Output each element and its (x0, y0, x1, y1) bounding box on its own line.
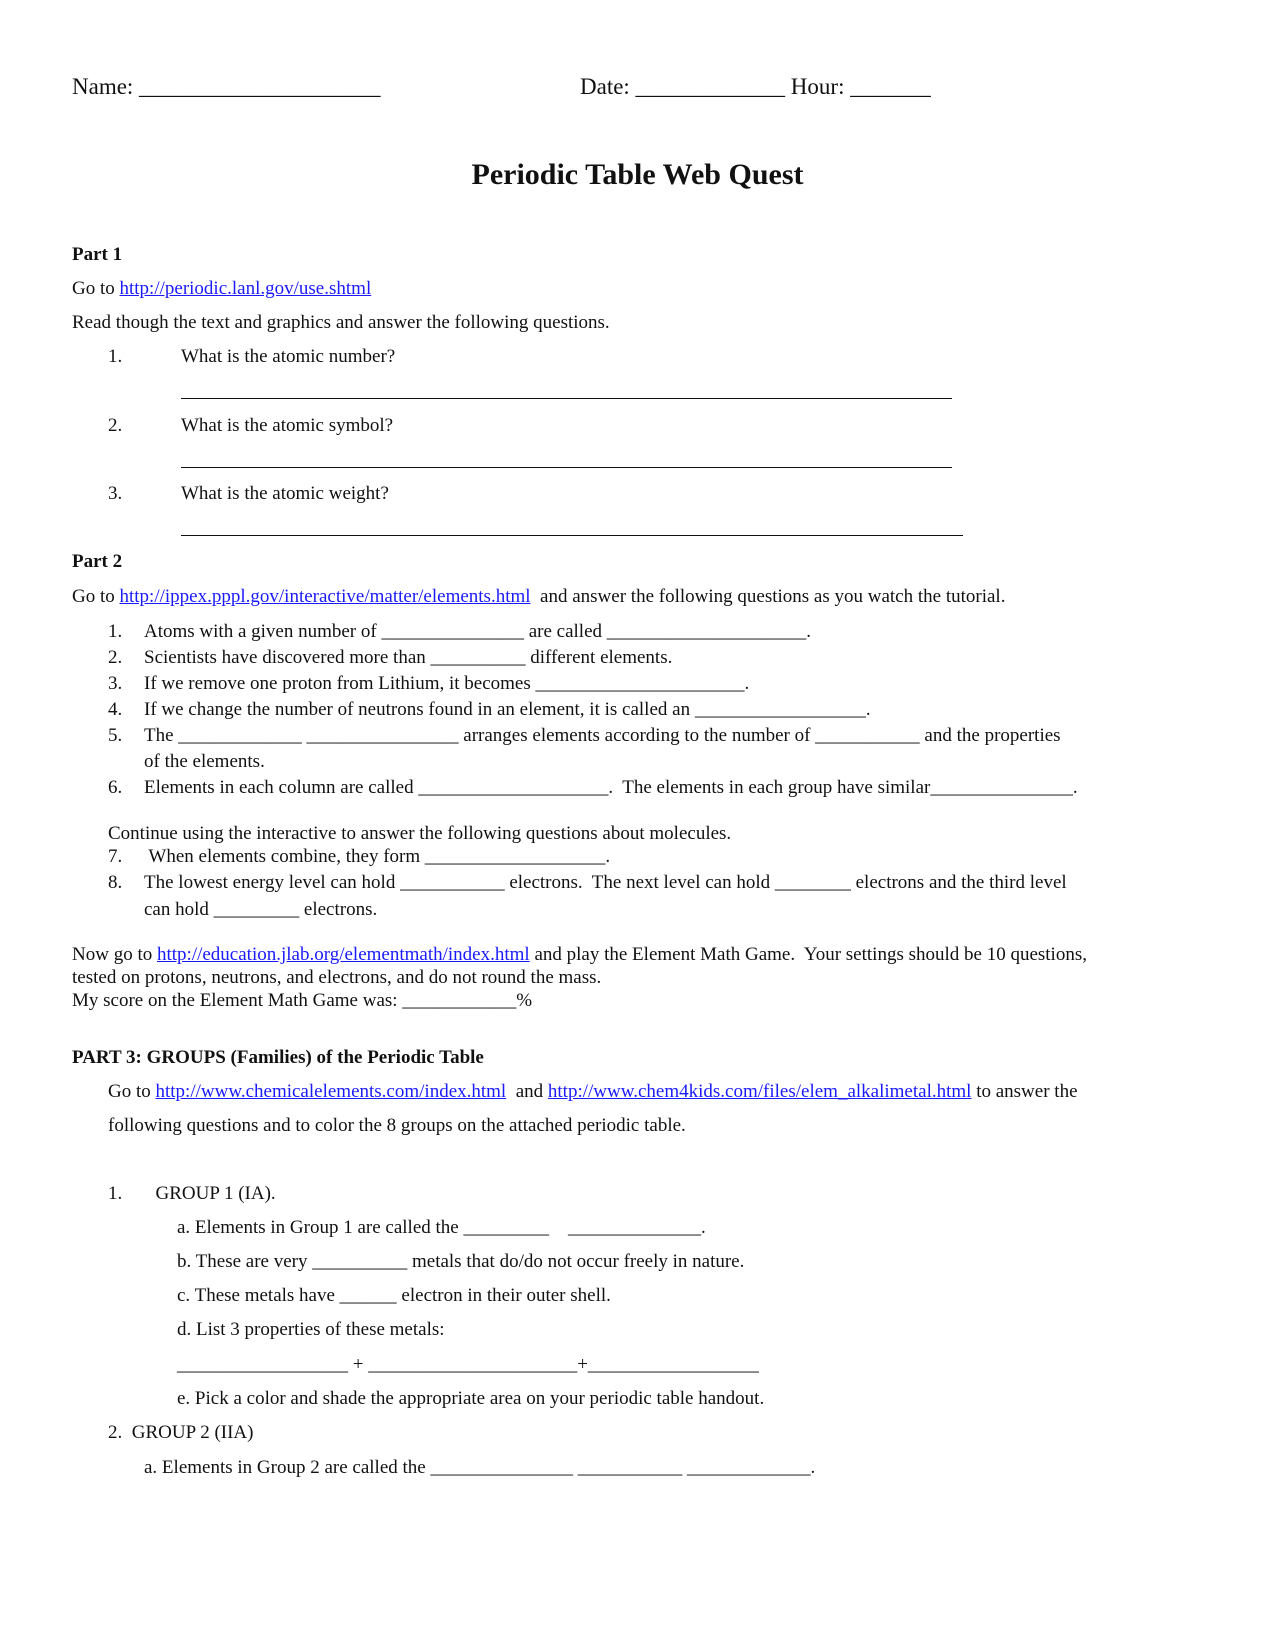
part1-q1-text: What is the atomic number? (181, 346, 396, 367)
element-math-instructions (72, 945, 1087, 964)
part2-link[interactable]: http://ippex.pppl.gov/interactive/matter/elements.html (119, 586, 531, 607)
part2-q8-continuation: can hold _________ electrons. (144, 899, 378, 920)
part2-q6-text: Elements in each column are called ____________________. The elements in each group have similar_______________. (144, 777, 1078, 798)
group1-item-c: c. These metals have ______ electron in their outer shell. (177, 1285, 611, 1306)
page-title: Periodic Table Web Quest (471, 158, 804, 191)
element-math-settings: tested on protons, neutrons, and electrons, and do not round the mass. (72, 967, 602, 988)
part3-after-links: to answer the (971, 1081, 1078, 1102)
part1-q2-text: What is the atomic symbol? (181, 415, 394, 436)
element-math-score: My score on the Element Math Game was: ____________% (72, 990, 533, 1011)
part2-q5-number: 5. (108, 725, 123, 746)
part1-instructions: Read though the text and graphics and answer the following questions. (72, 312, 610, 333)
group1-heading: 1. GROUP 1 (IA). (108, 1183, 276, 1204)
part2-q4-number: 4. (108, 699, 123, 720)
part2-q7-text: When elements combine, they form ___________________. (144, 846, 611, 867)
part2-q4-text: If we change the number of neutrons found in an element, it is called an __________________. (144, 699, 871, 720)
part2-q1-number: 1. (108, 621, 123, 642)
part3-and: and (506, 1081, 548, 1102)
part1-link[interactable]: http://periodic.lanl.gov/use.shtml (119, 278, 372, 299)
part2-after-link: and answer the following questions as you watch the tutorial. (530, 586, 1006, 607)
group1-item-b: b. These are very __________ metals that do/do not occur freely in nature. (177, 1251, 745, 1272)
part1-q3-answer-line[interactable] (181, 535, 963, 536)
part3-instructions: following questions and to color the 8 groups on the attached periodic table. (108, 1115, 686, 1136)
part3-link-chem4kids[interactable]: http://www.chem4kids.com/files/elem_alkalimetal.html (547, 1081, 972, 1102)
part2-q2-text: Scientists have discovered more than __________ different elements. (144, 647, 673, 668)
part2-go-to-label: Go to (72, 586, 120, 607)
group1-item-e: e. Pick a color and shade the appropriate area on your periodic table handout. (177, 1388, 765, 1409)
part1-go-to (72, 279, 371, 298)
element-math-after-link: and play the Element Math Game. Your settings should be 10 questions, (529, 944, 1087, 965)
element-math-now-go: Now go to (72, 944, 157, 965)
part2-q3-text: If we remove one proton from Lithium, it becomes ______________________. (144, 673, 750, 694)
group2-item-a: a. Elements in Group 2 are called the _______________ ___________ _____________. (144, 1457, 816, 1478)
part2-continue-text: Continue using the interactive to answer the following questions about molecules. (108, 823, 732, 844)
part3-link-chemicalelements[interactable]: http://www.chemicalelements.com/index.html (155, 1081, 507, 1102)
group1-item-d: d. List 3 properties of these metals: (177, 1319, 445, 1340)
part2-heading: Part 2 (72, 551, 123, 572)
group1-item-a: a. Elements in Group 1 are called the _________ ______________. (177, 1217, 706, 1238)
element-math-link[interactable]: http://education.jlab.org/elementmath/index.html (156, 944, 530, 965)
part1-q3-number: 3. (108, 483, 123, 504)
part2-q7-number: 7. (108, 846, 123, 867)
part1-go-to-label: Go to (72, 278, 120, 299)
part1-q1-number: 1. (108, 346, 123, 367)
group2-heading: 2. GROUP 2 (IIA) (108, 1422, 254, 1443)
part1-q2-number: 2. (108, 415, 123, 436)
date-hour-field: Date: _____________ Hour: _______ (580, 74, 931, 99)
part3-heading: PART 3: GROUPS (Families) of the Periodic Table (72, 1047, 484, 1068)
part2-q2-number: 2. (108, 647, 123, 668)
part1-q1-answer-line[interactable] (181, 398, 952, 399)
part1-q3-text: What is the atomic weight? (181, 483, 389, 504)
part3-go-to (108, 1082, 1078, 1101)
part1-heading: Part 1 (72, 244, 123, 265)
part2-q8-text: The lowest energy level can hold ___________ electrons. The next level can hold ________ electrons and the third level (144, 872, 1067, 893)
part2-q8-number: 8. (108, 872, 123, 893)
part3-go-to-label: Go to (108, 1081, 156, 1102)
part2-q6-number: 6. (108, 777, 123, 798)
part2-q1-text: Atoms with a given number of _______________ are called _____________________. (144, 621, 812, 642)
name-field: Name: _____________________ (72, 74, 381, 99)
part2-go-to (72, 587, 1005, 606)
group1-properties-blanks: __________________ + ______________________+__________________ (177, 1354, 759, 1375)
part2-q5-continuation: of the elements. (144, 751, 265, 772)
part2-q5-text: The _____________ ________________ arranges elements according to the number of ___________ and the properties (144, 725, 1061, 746)
part1-q2-answer-line[interactable] (181, 467, 952, 468)
part2-q3-number: 3. (108, 673, 123, 694)
